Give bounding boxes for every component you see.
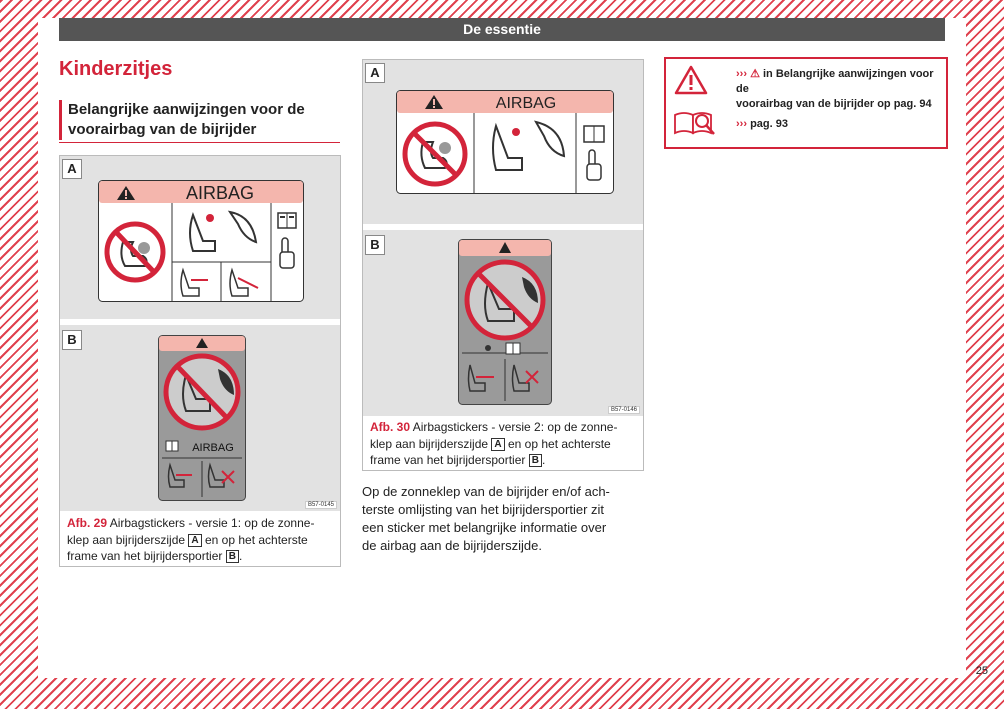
sticker-label: AIRBAG xyxy=(495,95,557,112)
manual-book-icon xyxy=(584,126,604,142)
airbag-sticker-b xyxy=(158,335,246,501)
child-seat-prohibited-icon xyxy=(107,224,163,280)
child-seat-prohibited-icon xyxy=(467,262,543,338)
figure-30 xyxy=(362,59,644,471)
figure-29-panel-b xyxy=(60,325,340,511)
box-ref-a: A xyxy=(491,438,504,451)
box-ref-b: B xyxy=(529,454,542,467)
manual-search-icon xyxy=(672,109,718,139)
figure-30-panel-a xyxy=(363,60,643,224)
warning-link[interactable]: in Belangrijke aanwijzingen voor de xyxy=(736,68,934,95)
sticker-label: AIRBAG xyxy=(192,442,234,454)
warning-box xyxy=(664,57,948,149)
figure-29-panel-a xyxy=(60,156,340,319)
header-bar: De essentie xyxy=(59,18,945,41)
warning-inline-icon: ⚠ xyxy=(750,68,760,80)
section-divider xyxy=(59,142,340,143)
page-number: 25 xyxy=(975,665,988,677)
box-ref-a: A xyxy=(188,534,201,547)
manual-book-icon xyxy=(166,441,178,451)
caption-afb: Afb. 29 xyxy=(67,516,108,530)
panel-letter-b: B xyxy=(62,330,82,350)
panel-letter-a: A xyxy=(365,63,385,83)
warning-reference: ››› ⚠ in Belangrijke aanwijzingen voor de voorairbag van de bijrijder op pag. 94 xyxy=(736,68,934,110)
page-reference: ››› pag. 93 xyxy=(736,118,788,130)
figure-code: B57-0145 xyxy=(305,501,337,509)
panel-letter-a: A xyxy=(62,159,82,179)
warning-triangle-icon xyxy=(674,65,708,95)
box-ref-b: B xyxy=(226,550,239,563)
airbag-sticker-a xyxy=(396,90,614,194)
figure-29 xyxy=(59,155,341,567)
person-icon xyxy=(485,345,491,351)
child-seat-prohibited-icon xyxy=(166,356,238,428)
figure-30-panel-b xyxy=(363,230,643,416)
section-title: Belangrijke aanwijzingen voor de voorairbag van de bijrijder xyxy=(59,100,340,140)
figure-29-caption: Afb. 29 Airbagstickers - versie 1: op de zonne- klep aan bijrijderszijde A en op het achterste frame van het bijrijdersportier B . xyxy=(67,516,315,563)
page-ref-link[interactable]: pag. 93 xyxy=(750,118,788,130)
manual-book-icon xyxy=(506,343,520,354)
airbag-sticker-b xyxy=(458,239,552,405)
figure-30-caption: Afb. 30 Airbagstickers - versie 2: op de zonne- klep aan bijrijderszijde A en op het achterste frame van het bijrijdersportier B . xyxy=(370,420,618,467)
airbag-sticker-a xyxy=(98,180,304,302)
body-paragraph: Op de zonneklep van de bijrijder en/of ach- terste omlijsting van het bijrijdersportier zit een sticker met belangrijke informatie over de airbag aan de bijrijderszijde. xyxy=(362,484,610,553)
figure-code: B57-0146 xyxy=(608,406,640,414)
manual-book-icon xyxy=(278,213,296,228)
caption-afb: Afb. 30 xyxy=(370,420,411,434)
chapter-title: Kinderzitjes xyxy=(59,58,173,80)
panel-letter-b: B xyxy=(365,235,385,255)
child-seat-prohibited-icon xyxy=(405,124,465,184)
sticker-label: AIRBAG xyxy=(185,183,255,203)
